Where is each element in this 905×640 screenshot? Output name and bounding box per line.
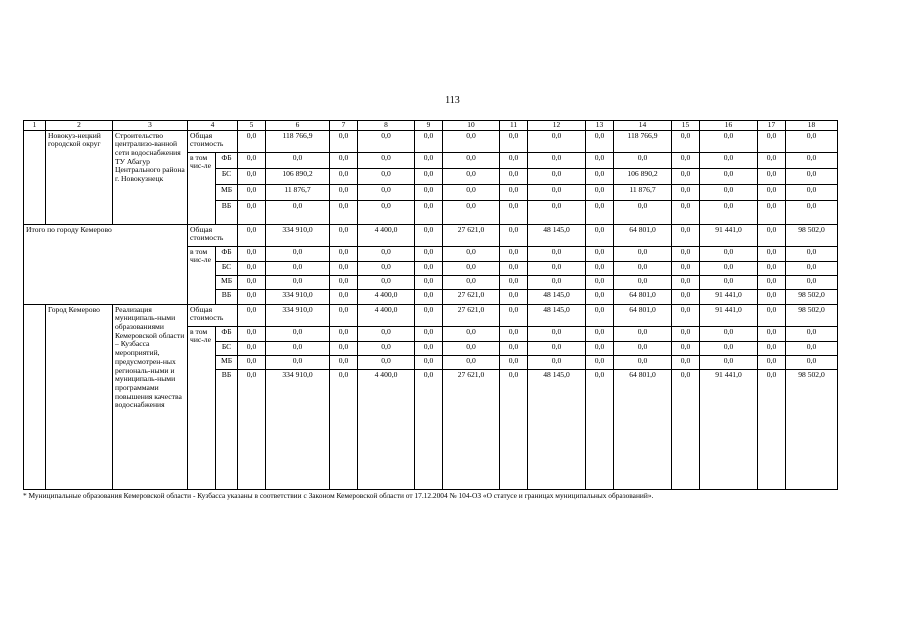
value-cell: 0,0 bbox=[330, 224, 358, 246]
funding-source: ФБ bbox=[216, 152, 238, 168]
value-cell: 0,0 bbox=[758, 184, 786, 200]
value-cell: 0,0 bbox=[500, 369, 528, 489]
value-cell: 0,0 bbox=[415, 289, 443, 304]
value-cell: 0,0 bbox=[758, 289, 786, 304]
value-cell: 0,0 bbox=[758, 355, 786, 369]
value-cell: 0,0 bbox=[266, 261, 330, 275]
value-cell: 0,0 bbox=[443, 261, 500, 275]
value-cell: 334 910,0 bbox=[266, 289, 330, 304]
value-cell: 0,0 bbox=[266, 275, 330, 289]
header-row bbox=[24, 121, 838, 131]
value-cell: 0,0 bbox=[758, 224, 786, 246]
value-cell: 0,0 bbox=[672, 326, 700, 341]
total-cost-label: Общая стоимость bbox=[188, 224, 238, 246]
row-number bbox=[24, 130, 46, 224]
value-cell: 0,0 bbox=[358, 246, 415, 261]
value-cell: 0,0 bbox=[700, 355, 758, 369]
value-cell: 0,0 bbox=[586, 184, 614, 200]
column-header: 6 bbox=[266, 121, 330, 131]
value-cell: 0,0 bbox=[786, 246, 838, 261]
value-cell: 106 890,2 bbox=[266, 168, 330, 184]
value-cell: 0,0 bbox=[586, 224, 614, 246]
value-cell: 0,0 bbox=[700, 168, 758, 184]
funding-source: БС bbox=[216, 168, 238, 184]
value-cell: 0,0 bbox=[528, 355, 586, 369]
value-cell: 0,0 bbox=[672, 341, 700, 355]
value-cell: 0,0 bbox=[238, 326, 266, 341]
value-cell: 0,0 bbox=[266, 200, 330, 224]
municipality-name: Новокуз-нецкий городской округ bbox=[46, 130, 113, 224]
value-cell: 91 441,0 bbox=[700, 224, 758, 246]
value-cell: 0,0 bbox=[786, 355, 838, 369]
value-cell: 0,0 bbox=[358, 200, 415, 224]
value-cell: 0,0 bbox=[528, 341, 586, 355]
value-cell: 98 502,0 bbox=[786, 369, 838, 489]
value-cell: 334 910,0 bbox=[266, 369, 330, 489]
column-header: 12 bbox=[528, 121, 586, 131]
value-cell: 0,0 bbox=[528, 275, 586, 289]
value-cell: 27 621,0 bbox=[443, 304, 500, 326]
value-cell: 0,0 bbox=[500, 275, 528, 289]
value-cell: 0,0 bbox=[614, 152, 672, 168]
table-row bbox=[24, 224, 838, 246]
value-cell: 0,0 bbox=[266, 246, 330, 261]
value-cell: 0,0 bbox=[786, 326, 838, 341]
column-header: 4 bbox=[188, 121, 238, 131]
value-cell: 0,0 bbox=[330, 289, 358, 304]
value-cell: 0,0 bbox=[443, 184, 500, 200]
value-cell: 0,0 bbox=[586, 304, 614, 326]
funding-source: ФБ bbox=[216, 326, 238, 341]
value-cell: 0,0 bbox=[238, 130, 266, 152]
column-header: 8 bbox=[358, 121, 415, 131]
value-cell: 64 801,0 bbox=[614, 369, 672, 489]
value-cell: 0,0 bbox=[500, 246, 528, 261]
value-cell: 0,0 bbox=[330, 304, 358, 326]
value-cell: 0,0 bbox=[700, 341, 758, 355]
value-cell: 0,0 bbox=[586, 289, 614, 304]
value-cell: 0,0 bbox=[614, 261, 672, 275]
value-cell: 0,0 bbox=[700, 130, 758, 152]
value-cell: 0,0 bbox=[500, 326, 528, 341]
value-cell: 0,0 bbox=[238, 369, 266, 489]
column-header: 14 bbox=[614, 121, 672, 131]
value-cell: 0,0 bbox=[443, 168, 500, 184]
project-name: Строительство централизо-ванной сети водоснабжения ТУ Абагур Центрального района г. Новокузнецк bbox=[113, 130, 188, 224]
value-cell: 0,0 bbox=[614, 246, 672, 261]
value-cell: 11 876,7 bbox=[266, 184, 330, 200]
value-cell: 27 621,0 bbox=[443, 224, 500, 246]
value-cell: 0,0 bbox=[758, 304, 786, 326]
column-header: 18 bbox=[786, 121, 838, 131]
value-cell: 0,0 bbox=[266, 355, 330, 369]
value-cell: 98 502,0 bbox=[786, 224, 838, 246]
value-cell: 118 766,9 bbox=[614, 130, 672, 152]
value-cell: 0,0 bbox=[672, 289, 700, 304]
value-cell: 0,0 bbox=[586, 261, 614, 275]
value-cell: 27 621,0 bbox=[443, 369, 500, 489]
value-cell: 334 910,0 bbox=[266, 304, 330, 326]
value-cell: 0,0 bbox=[614, 200, 672, 224]
value-cell: 0,0 bbox=[758, 246, 786, 261]
column-header: 9 bbox=[415, 121, 443, 131]
value-cell: 0,0 bbox=[700, 275, 758, 289]
value-cell: 64 801,0 bbox=[614, 289, 672, 304]
including-label: в том чис-ле bbox=[188, 326, 216, 489]
funding-source: МБ bbox=[216, 355, 238, 369]
value-cell: 4 400,0 bbox=[358, 224, 415, 246]
column-header: 11 bbox=[500, 121, 528, 131]
value-cell: 0,0 bbox=[586, 355, 614, 369]
value-cell: 0,0 bbox=[330, 275, 358, 289]
value-cell: 0,0 bbox=[330, 355, 358, 369]
value-cell: 0,0 bbox=[786, 152, 838, 168]
value-cell: 0,0 bbox=[500, 130, 528, 152]
value-cell: 0,0 bbox=[528, 246, 586, 261]
value-cell: 0,0 bbox=[672, 184, 700, 200]
value-cell: 0,0 bbox=[586, 275, 614, 289]
value-cell: 0,0 bbox=[358, 355, 415, 369]
value-cell: 0,0 bbox=[443, 326, 500, 341]
value-cell: 0,0 bbox=[330, 326, 358, 341]
value-cell: 0,0 bbox=[586, 341, 614, 355]
value-cell: 0,0 bbox=[358, 275, 415, 289]
value-cell: 0,0 bbox=[586, 152, 614, 168]
value-cell: 0,0 bbox=[238, 355, 266, 369]
page-number: 113 bbox=[445, 95, 460, 106]
total-cost-label: Общая стоимость bbox=[188, 130, 238, 152]
value-cell: 0,0 bbox=[758, 341, 786, 355]
value-cell: 48 145,0 bbox=[528, 224, 586, 246]
column-header: 1 bbox=[24, 121, 46, 131]
value-cell: 0,0 bbox=[415, 355, 443, 369]
including-label: в том чис-ле bbox=[188, 246, 216, 304]
value-cell: 0,0 bbox=[415, 246, 443, 261]
value-cell: 0,0 bbox=[500, 304, 528, 326]
value-cell: 0,0 bbox=[266, 326, 330, 341]
value-cell: 0,0 bbox=[500, 355, 528, 369]
value-cell: 0,0 bbox=[358, 184, 415, 200]
value-cell: 0,0 bbox=[500, 341, 528, 355]
value-cell: 0,0 bbox=[528, 326, 586, 341]
value-cell: 0,0 bbox=[786, 168, 838, 184]
table-row bbox=[24, 130, 838, 152]
value-cell: 0,0 bbox=[500, 168, 528, 184]
value-cell: 0,0 bbox=[672, 275, 700, 289]
value-cell: 0,0 bbox=[358, 152, 415, 168]
funding-source: МБ bbox=[216, 275, 238, 289]
value-cell: 334 910,0 bbox=[266, 224, 330, 246]
value-cell: 0,0 bbox=[500, 289, 528, 304]
value-cell: 0,0 bbox=[700, 261, 758, 275]
value-cell: 0,0 bbox=[614, 355, 672, 369]
value-cell: 0,0 bbox=[528, 184, 586, 200]
value-cell: 0,0 bbox=[528, 168, 586, 184]
value-cell: 0,0 bbox=[500, 152, 528, 168]
value-cell: 0,0 bbox=[758, 168, 786, 184]
row-number bbox=[24, 304, 46, 489]
value-cell: 0,0 bbox=[758, 326, 786, 341]
value-cell: 106 890,2 bbox=[614, 168, 672, 184]
value-cell: 0,0 bbox=[238, 246, 266, 261]
value-cell: 0,0 bbox=[358, 341, 415, 355]
value-cell: 0,0 bbox=[758, 130, 786, 152]
value-cell: 0,0 bbox=[672, 168, 700, 184]
value-cell: 0,0 bbox=[415, 326, 443, 341]
value-cell: 0,0 bbox=[586, 326, 614, 341]
value-cell: 0,0 bbox=[672, 200, 700, 224]
value-cell: 0,0 bbox=[238, 261, 266, 275]
column-header: 5 bbox=[238, 121, 266, 131]
value-cell: 0,0 bbox=[528, 261, 586, 275]
value-cell: 0,0 bbox=[266, 341, 330, 355]
funding-source: ВБ bbox=[216, 200, 238, 224]
value-cell: 4 400,0 bbox=[358, 369, 415, 489]
value-cell: 0,0 bbox=[330, 184, 358, 200]
value-cell: 0,0 bbox=[238, 152, 266, 168]
value-cell: 64 801,0 bbox=[614, 304, 672, 326]
value-cell: 0,0 bbox=[266, 152, 330, 168]
project-name: Реализация муниципаль-ными образованиями Кемеровской области – Кузбасса мероприятий, предусмотрен-ных региональ-ными и муниципаль-ными программами повышения качества водоснабжения bbox=[113, 304, 188, 489]
value-cell: 48 145,0 bbox=[528, 289, 586, 304]
value-cell: 0,0 bbox=[415, 261, 443, 275]
value-cell: 0,0 bbox=[614, 275, 672, 289]
column-header: 17 bbox=[758, 121, 786, 131]
value-cell: 0,0 bbox=[415, 275, 443, 289]
value-cell: 0,0 bbox=[500, 261, 528, 275]
value-cell: 4 400,0 bbox=[358, 289, 415, 304]
value-cell: 0,0 bbox=[415, 341, 443, 355]
column-header: 3 bbox=[113, 121, 188, 131]
value-cell: 0,0 bbox=[700, 326, 758, 341]
value-cell: 0,0 bbox=[672, 224, 700, 246]
value-cell: 0,0 bbox=[238, 341, 266, 355]
value-cell: 0,0 bbox=[786, 341, 838, 355]
value-cell: 0,0 bbox=[443, 130, 500, 152]
value-cell: 0,0 bbox=[672, 130, 700, 152]
value-cell: 0,0 bbox=[500, 224, 528, 246]
value-cell: 0,0 bbox=[758, 369, 786, 489]
value-cell: 0,0 bbox=[238, 304, 266, 326]
including-label: в том чис-ле bbox=[188, 152, 216, 224]
value-cell: 0,0 bbox=[443, 275, 500, 289]
value-cell: 48 145,0 bbox=[528, 304, 586, 326]
funding-source: ВБ bbox=[216, 369, 238, 489]
value-cell: 0,0 bbox=[672, 261, 700, 275]
column-header: 7 bbox=[330, 121, 358, 131]
value-cell: 0,0 bbox=[614, 341, 672, 355]
value-cell: 91 441,0 bbox=[700, 369, 758, 489]
value-cell: 0,0 bbox=[758, 275, 786, 289]
funding-source: МБ bbox=[216, 184, 238, 200]
table-row bbox=[24, 304, 838, 326]
value-cell: 0,0 bbox=[758, 152, 786, 168]
value-cell: 0,0 bbox=[330, 152, 358, 168]
value-cell: 118 766,9 bbox=[266, 130, 330, 152]
value-cell: 0,0 bbox=[358, 326, 415, 341]
footnote: * Муниципальные образования Кемеровской области - Кузбасса указаны в соответствии с Законом Кемеровской области от 17.12.2004 № 104-ОЗ «О статусе и границах муниципальных образований». bbox=[23, 491, 654, 500]
value-cell: 0,0 bbox=[415, 369, 443, 489]
value-cell: 0,0 bbox=[238, 184, 266, 200]
value-cell: 0,0 bbox=[415, 152, 443, 168]
value-cell: 0,0 bbox=[238, 224, 266, 246]
value-cell: 0,0 bbox=[358, 168, 415, 184]
value-cell: 0,0 bbox=[700, 152, 758, 168]
value-cell: 0,0 bbox=[443, 355, 500, 369]
value-cell: 0,0 bbox=[786, 130, 838, 152]
value-cell: 0,0 bbox=[443, 341, 500, 355]
value-cell: 0,0 bbox=[415, 168, 443, 184]
value-cell: 0,0 bbox=[758, 200, 786, 224]
column-header: 15 bbox=[672, 121, 700, 131]
value-cell: 0,0 bbox=[330, 261, 358, 275]
column-header: 16 bbox=[700, 121, 758, 131]
value-cell: 0,0 bbox=[614, 326, 672, 341]
value-cell: 0,0 bbox=[443, 200, 500, 224]
value-cell: 0,0 bbox=[238, 168, 266, 184]
value-cell: 0,0 bbox=[415, 304, 443, 326]
value-cell: 0,0 bbox=[586, 130, 614, 152]
value-cell: 0,0 bbox=[358, 261, 415, 275]
column-header: 10 bbox=[443, 121, 500, 131]
value-cell: 0,0 bbox=[786, 200, 838, 224]
value-cell: 0,0 bbox=[528, 200, 586, 224]
value-cell: 0,0 bbox=[330, 341, 358, 355]
value-cell: 0,0 bbox=[672, 304, 700, 326]
value-cell: 0,0 bbox=[700, 246, 758, 261]
value-cell: 0,0 bbox=[330, 246, 358, 261]
value-cell: 0,0 bbox=[500, 200, 528, 224]
value-cell: 27 621,0 bbox=[443, 289, 500, 304]
value-cell: 0,0 bbox=[700, 184, 758, 200]
column-header: 2 bbox=[46, 121, 113, 131]
value-cell: 0,0 bbox=[330, 200, 358, 224]
value-cell: 0,0 bbox=[358, 130, 415, 152]
funding-source: БС bbox=[216, 341, 238, 355]
value-cell: 0,0 bbox=[500, 184, 528, 200]
value-cell: 0,0 bbox=[786, 261, 838, 275]
value-cell: 91 441,0 bbox=[700, 289, 758, 304]
value-cell: 0,0 bbox=[786, 184, 838, 200]
value-cell: 0,0 bbox=[528, 130, 586, 152]
value-cell: 0,0 bbox=[415, 224, 443, 246]
value-cell: 0,0 bbox=[700, 200, 758, 224]
value-cell: 0,0 bbox=[238, 200, 266, 224]
value-cell: 0,0 bbox=[330, 369, 358, 489]
funding-source: ФБ bbox=[216, 246, 238, 261]
value-cell: 0,0 bbox=[786, 275, 838, 289]
municipality-name: Город Кемерово bbox=[46, 304, 113, 489]
value-cell: 0,0 bbox=[415, 184, 443, 200]
funding-source: ВБ bbox=[216, 289, 238, 304]
value-cell: 0,0 bbox=[443, 246, 500, 261]
value-cell: 0,0 bbox=[443, 152, 500, 168]
value-cell: 64 801,0 bbox=[614, 224, 672, 246]
value-cell: 11 876,7 bbox=[614, 184, 672, 200]
value-cell: 0,0 bbox=[672, 369, 700, 489]
value-cell: 0,0 bbox=[238, 289, 266, 304]
value-cell: 4 400,0 bbox=[358, 304, 415, 326]
value-cell: 0,0 bbox=[238, 275, 266, 289]
value-cell: 0,0 bbox=[415, 200, 443, 224]
value-cell: 0,0 bbox=[330, 130, 358, 152]
value-cell: 0,0 bbox=[672, 355, 700, 369]
budget-table bbox=[23, 120, 838, 490]
value-cell: 98 502,0 bbox=[786, 304, 838, 326]
value-cell: 98 502,0 bbox=[786, 289, 838, 304]
value-cell: 0,0 bbox=[415, 130, 443, 152]
value-cell: 0,0 bbox=[586, 168, 614, 184]
value-cell: 0,0 bbox=[528, 152, 586, 168]
value-cell: 48 145,0 bbox=[528, 369, 586, 489]
column-header: 13 bbox=[586, 121, 614, 131]
summary-label: Итого по городу Кемерово bbox=[24, 224, 188, 304]
value-cell: 0,0 bbox=[672, 246, 700, 261]
value-cell: 0,0 bbox=[672, 152, 700, 168]
total-cost-label: Общая стоимость bbox=[188, 304, 238, 326]
value-cell: 91 441,0 bbox=[700, 304, 758, 326]
value-cell: 0,0 bbox=[586, 246, 614, 261]
value-cell: 0,0 bbox=[586, 200, 614, 224]
value-cell: 0,0 bbox=[330, 168, 358, 184]
funding-source: БС bbox=[216, 261, 238, 275]
value-cell: 0,0 bbox=[586, 369, 614, 489]
value-cell: 0,0 bbox=[758, 261, 786, 275]
